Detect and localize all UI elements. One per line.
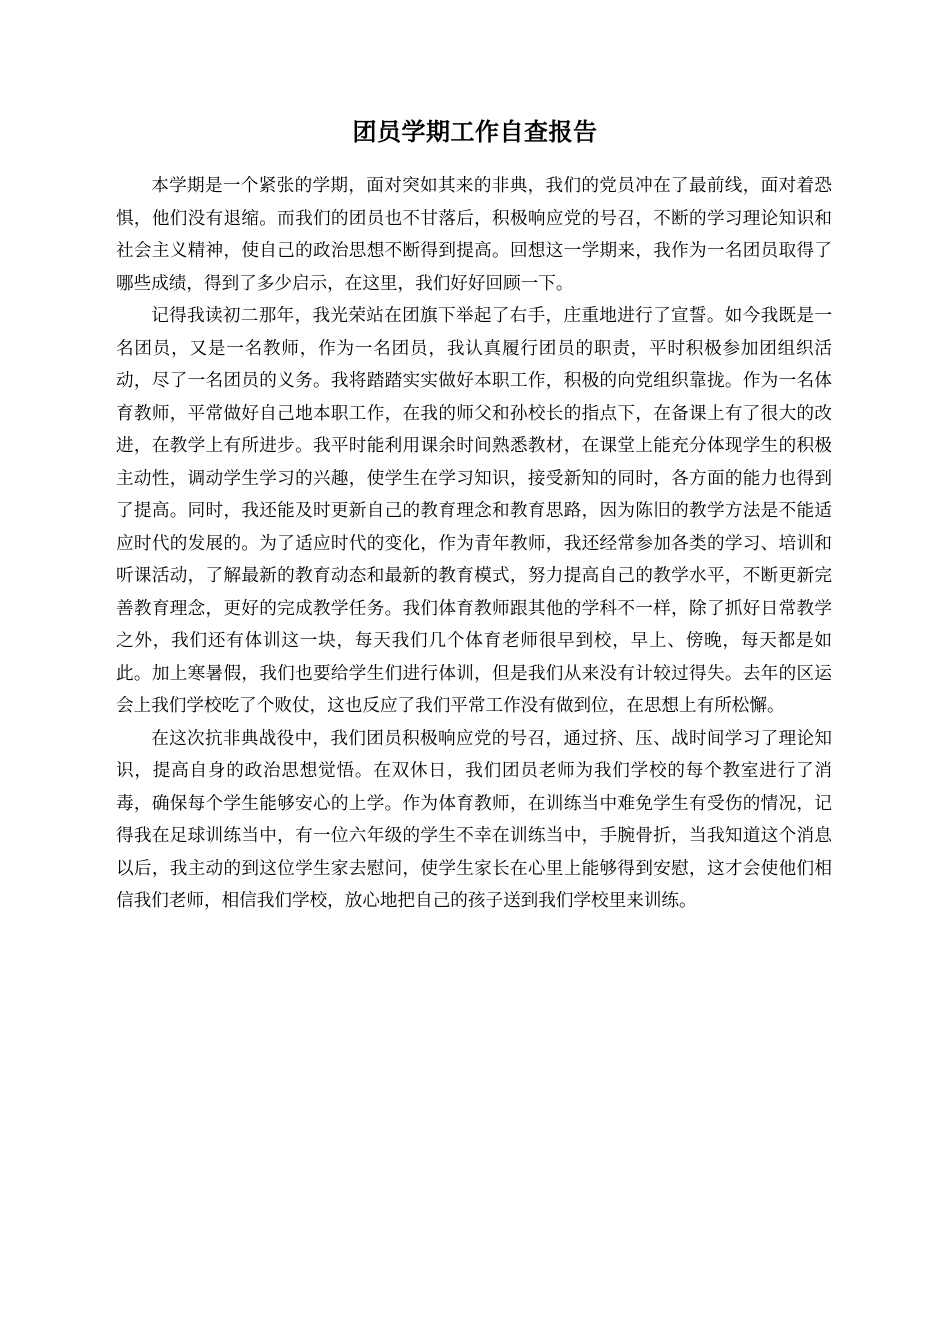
paragraph-3: 在这次抗非典战役中，我们团员积极响应党的号召，通过挤、压、战时间学习了理论知识，提高自身的政治思想觉悟。在双休日，我们团员老师为我们学校的每个教室进行了消毒，确保每个学生能够安心的上学。作为体育教师，在训练当中难免学生有受伤的情况，记得我在足球训练当中，有一位六年级的学生不幸在训练当中，手腕骨折，当我知道这个消息以后，我主动的到这位学生家去慰问，使学生家长在心里上能够得到安慰，这才会使他们相信我们老师，相信我们学校，放心地把自己的孩子送到我们学校里来训练。 (116, 728, 832, 911)
paragraph-1: 本学期是一个紧张的学期，面对突如其来的非典，我们的党员冲在了最前线，面对着恐惧，他们没有退缩。而我们的团员也不甘落后，积极响应党的号召，不断的学习理论知识和社会主义精神，使自己的政治思想不断得到提高。回想这一学期来，我作为一名团员取得了哪些成绩，得到了多少启示，在这里，我们好好回顾一下。 (116, 176, 832, 294)
document-title: 团员学期工作自查报告 (352, 118, 598, 146)
paragraph-2: 记得我读初二那年，我光荣站在团旗下举起了右手，庄重地进行了宣誓。如今我既是一名团员，又是一名教师，作为一名团员，我认真履行团员的职责，平时积极参加团组织活动，尽了一名团员的义务。我将踏踏实实做好本职工作，积极的向党组织靠拢。作为一名体育教师，平常做好自己地本职工作，在我的师父和孙校长的指点下，在备课上有了很大的改进，在教学上有所进步。我平时能利用课余时间熟悉教材，在课堂上能充分体现学生的积极主动性，调动学生学习的兴趣，使学生在学习知识，接受新知的同时，各方面的能力也得到了提高。同时，我还能及时更新自己的教育理念和教育思路，因为陈旧的教学方法是不能适应时代的发展的。为了适应时代的变化，作为青年教师，我还经常参加各类的学习、培训和听课活动，了解最新的教育动态和最新的教育模式，努力提高自己的教学水平，不断更新完善教育理念，更好的完成教学任务。我们体育教师跟其他的学科不一样，除了抓好日常教学之外，我们还有体训这一块，每天我们几个体育老师很早到校，早上、傍晚，每天都是如此。加上寒暑假，我们也要给学生们进行体训，但是我们从来没有计较过得失。去年的区运会上我们学校吃了个败仗，这也反应了我们平常工作没有做到位，在思想上有所松懈。 (116, 306, 832, 716)
document-body (116, 170, 832, 918)
